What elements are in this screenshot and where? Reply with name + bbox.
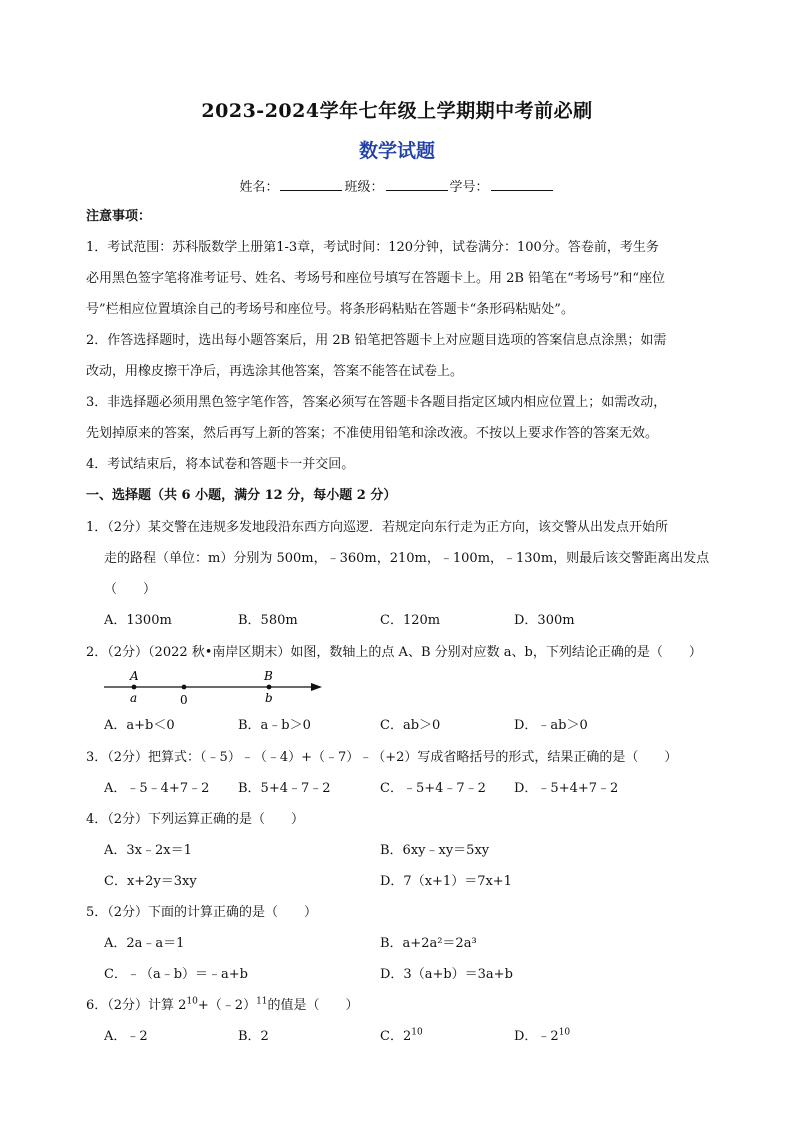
question-6: [86, 990, 716, 1052]
option-b[interactable]: B．6xy﹣xy＝5xy: [380, 843, 490, 858]
question-6-stem-part: 6．（2分）计算 2: [86, 998, 187, 1013]
question-4-options-row1: [86, 835, 716, 866]
question-1-stem-cont: 走的路程（单位：m）分别为 500m，﹣360m，210m，﹣100m，﹣130m，则最后该交警距离出发点: [104, 551, 710, 566]
notice-line: 先划掉原来的答案，然后再写上新的答案；不准使用铅笔和涂改液。不按以上要求作答的答案无效。: [86, 426, 659, 441]
notice-line: 3．非选择题必须用黑色签字笔作答，答案必须写在答题卡各题目指定区域内相应位置上；如需改动，: [86, 395, 667, 410]
exam-title: 2023-2024学年七年级上学期期中考前必刷: [201, 100, 593, 122]
option-d-base: D．﹣2: [514, 1029, 559, 1044]
option-c[interactable]: C．x+2y＝3xy: [104, 874, 197, 889]
question-3-options: [86, 773, 716, 804]
notice-heading: 注意事项：: [86, 209, 152, 224]
question-4: [86, 804, 716, 897]
question-3: [86, 742, 716, 804]
option-d[interactable]: D．﹣ab＞0: [514, 718, 588, 733]
notice-line: 必用黑色签字笔将准考证号、姓名、考场号和座位号填写在答题卡上。用 2B 铅笔在“考场号”和“座位: [86, 271, 666, 286]
option-a[interactable]: A．1300m: [104, 613, 172, 628]
option-a[interactable]: A．a+b＜0: [104, 718, 175, 733]
option-c[interactable]: C．ab＞0: [380, 718, 441, 733]
point-b-dot: [267, 685, 272, 690]
point-b-value: b: [265, 691, 273, 705]
question-2-stem: 2．（2分）（2022 秋•南岸区期末）如图，数轴上的点 A、B 分别对应数 a、b，下列结论正确的是（ ）: [86, 645, 702, 660]
notice-line: 4．考试结束后，将本试卷和答题卡一并交回。: [86, 457, 355, 472]
notice-line: 1．考试范围：苏科版数学上册第1-3章，考试时间：120分钟，试卷满分：100分。答卷前，考生务: [86, 240, 659, 255]
question-2-options: [86, 710, 716, 741]
option-a[interactable]: A．3x﹣2x＝1: [104, 843, 192, 858]
question-2-options-wrap: [86, 710, 716, 741]
option-a[interactable]: A．2a﹣a＝1: [104, 936, 185, 951]
option-a[interactable]: A．﹣2: [104, 1029, 148, 1044]
question-1-options: [86, 605, 716, 636]
option-d[interactable]: D．7（x+1）＝7x+1: [380, 874, 512, 889]
option-a[interactable]: A．﹣5﹣4+7﹣2: [104, 781, 210, 796]
notice-section: [86, 201, 716, 480]
point-a-dot: [132, 685, 137, 690]
option-b[interactable]: B．a+2a²＝2a³: [380, 936, 477, 951]
option-c[interactable]: C．﹣5+4﹣7﹣2: [380, 781, 486, 796]
option-b[interactable]: B．5+4﹣7﹣2: [238, 781, 331, 796]
question-6-options: [86, 1021, 716, 1052]
question-5: [86, 897, 716, 990]
option-d[interactable]: D．﹣5+4+7﹣2: [514, 781, 619, 796]
number-line-figure: [102, 668, 332, 708]
zero-label: 0: [180, 693, 188, 707]
question-5-options-row2: [86, 959, 716, 990]
question-5-options-row1: [86, 928, 716, 959]
question-3-stem: 3．（2分）把算式：（﹣5）﹣（﹣4）+（﹣7）﹣（+2）写成省略括号的形式，结果正确的是（ ）: [86, 750, 678, 765]
point-a-label: A: [130, 669, 139, 683]
option-b[interactable]: B．a﹣b＞0: [238, 718, 311, 733]
question-1-stem: 1．（2分）某交警在违规多发地段沿东西方向巡逻．若规定向东行走为正方向，该交警从出发点开始所: [86, 520, 669, 535]
number-line-arrow-icon: [311, 683, 322, 691]
option-d[interactable]: [514, 1021, 570, 1052]
question-6-stem: [86, 990, 716, 1021]
notice-line: 号”栏相应位置填涂自己的考场号和座位号。将条形码粘贴在答题卡“条形码粘贴处”。: [86, 302, 574, 317]
exam-subtitle: 数学试题: [358, 140, 435, 162]
option-c[interactable]: [380, 1021, 423, 1052]
number-label: 学号：: [449, 180, 489, 195]
option-b[interactable]: B．2: [238, 1029, 269, 1044]
notice-line: 改动，用橡皮擦干净后，再选涂其他答案，答案不能答在试卷上。: [86, 364, 464, 379]
question-6-stem-part: +（﹣2）: [197, 998, 257, 1013]
class-label: 班级：: [344, 180, 384, 195]
option-c[interactable]: C．﹣（a﹣b）＝﹣a+b: [104, 967, 248, 982]
option-c[interactable]: C．120m: [380, 613, 441, 628]
section-title: 一、选择题（共 6 小题，满分 12 分，每小题 2 分）: [86, 488, 397, 503]
zero-dot: [182, 685, 187, 690]
question-4-stem: 4．（2分）下列运算正确的是（ ）: [86, 812, 305, 827]
question-6-exponent: 10: [186, 996, 198, 1007]
question-1: [86, 512, 716, 636]
point-a-value: a: [130, 691, 138, 705]
option-d[interactable]: D．3（a+b）＝3a+b: [380, 967, 513, 982]
class-blank[interactable]: [386, 178, 448, 191]
question-2: [86, 637, 716, 668]
option-c-exponent: 10: [411, 1027, 423, 1038]
question-5-stem: 5．（2分）下面的计算正确的是（ ）: [86, 905, 318, 920]
point-b-label: B: [264, 669, 273, 683]
name-label: 姓名：: [239, 180, 279, 195]
option-c-base: C．2: [380, 1029, 412, 1044]
notice-line: 2．作答选择题时，选出每小题答案后，用 2B 铅笔把答题卡上对应题目选项的答案信息点涂黑；如需: [86, 333, 667, 348]
question-4-options-row2: [86, 866, 716, 897]
number-blank[interactable]: [491, 178, 553, 191]
option-b[interactable]: B．580m: [238, 613, 298, 628]
option-d[interactable]: D．300m: [514, 613, 575, 628]
student-info-line: [0, 176, 794, 195]
name-blank[interactable]: [280, 178, 342, 191]
question-1-answer-paren: （ ）: [104, 582, 157, 597]
option-d-exponent: 10: [558, 1027, 571, 1038]
question-6-exponent: 11: [256, 996, 268, 1007]
question-6-stem-part: 的值是（ ）: [267, 998, 359, 1013]
